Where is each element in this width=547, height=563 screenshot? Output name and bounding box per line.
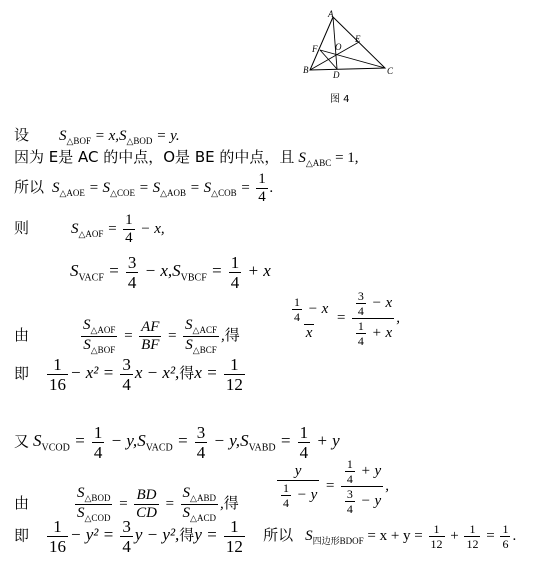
line-namely-2: 即 $\frac{1}{16}$ − y² = $\frac{3}{4}$ y − y²,得y = $\frac{1}{12}$ 所以 $S_{四边形BDOF} = x + y$ = $\frac{1}{12}$ + $\frac{1}{12}$ = $\frac{1}{6}$ .: [14, 517, 517, 556]
label-a: A: [328, 10, 334, 19]
segment-fd: [320, 50, 337, 69]
triangle-figure: [300, 10, 395, 85]
line-set: 设 $S_{\triangle BOF} = x,S_{\triangle BOD} = y$.: [14, 126, 180, 146]
label-c: C: [387, 66, 394, 76]
label-d: D: [333, 70, 340, 80]
word-set: 设: [14, 126, 30, 144]
word-also: 又: [14, 432, 30, 451]
line-also: 又 $S_{VCOD}$ = $\frac{1}{4}$ − $y,S_{VACD}$ = $\frac{3}{4}$ − $y,S_{VABD}$ = $\frac{1}{4}$ + y: [14, 423, 340, 462]
triangle-abc: [310, 17, 385, 70]
line-from-2: 由 $\frac{S_{\triangle BOD}}{S_{\triangle COD}}$ = $\frac{BD}{CD}$ = $\frac{S_{\triangle ABD}}{S_{\triangle ACD}}$ ,得: [14, 485, 239, 523]
line-from-1: 由 $\frac{S_{\triangle AOF}}{S_{\triangle BOF}}$ = $\frac{AF}{BF}$ = $\frac{S_{\triangle ACF}}{S_{\triangle BCF}}$ ,得: [14, 317, 240, 355]
figure-caption: 图 4: [330, 94, 350, 105]
line-then: 则 $S_{\triangle AOF}$ = $\frac{1}{4}$ − x,: [14, 212, 165, 246]
equation-x-right: $\frac{1}{4}$ − x x = $\frac{3}{4}$ − x $\frac{1}{4}$ + x ,: [294, 289, 400, 348]
label-o: O: [335, 42, 342, 52]
line-therefore: 所以 $S_{\triangle AOE} = S_{\triangle COE} = S_{\triangle AOB} = S_{\triangle COB}$ = $\frac{1}{4}$ .: [14, 171, 274, 205]
equation-y-right: y $\frac{1}{4}$ − y = $\frac{1}{4}$ + y $\frac{3}{4}$ − y ,: [275, 458, 389, 515]
word-therefore: 所以: [14, 177, 45, 196]
word-namely-2: 即: [14, 526, 30, 545]
line-areas: $S_{VACF}$ = $\frac{3}{4}$ − $x,S_{VBCF}$ = $\frac{1}{4}$ + x: [70, 253, 271, 292]
label-f: F: [312, 44, 318, 54]
label-b: B: [303, 65, 309, 75]
word-then: 则: [14, 218, 30, 237]
because-text: 因为 E是 AC 的中点，O是 BE 的中点，且: [14, 148, 295, 166]
word-namely: 即: [14, 364, 30, 383]
word-from-2: 由: [14, 493, 30, 512]
label-e: E: [355, 34, 361, 44]
line-namely-1: 即 $\frac{1}{16}$ − x² = $\frac{3}{4}$ x − x²,得x = $\frac{1}{12}$: [14, 355, 243, 394]
line-because: 因为 E是 AC 的中点，O是 BE 的中点，且 $S_{\triangle ABC} = 1$,: [14, 148, 359, 168]
word-from: 由: [14, 325, 30, 344]
